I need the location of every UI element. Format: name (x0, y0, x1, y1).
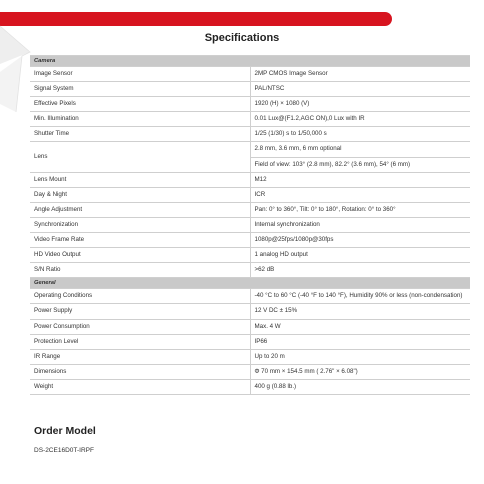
spec-value: Pan: 0° to 360°, Tilt: 0° to 180°, Rotation: 0° to 360° (250, 202, 470, 217)
spec-row (30, 364, 470, 379)
specifications-table (30, 55, 470, 395)
spec-label: Image Sensor (30, 67, 250, 82)
spec-label: Day & Night (30, 187, 250, 202)
brand-header-bar (0, 12, 392, 26)
spec-value: Internal synchronization (250, 217, 470, 232)
spec-row (30, 263, 470, 278)
spec-label: Shutter Time (30, 127, 250, 142)
spec-row (30, 142, 470, 157)
spec-value: Φ 70 mm × 154.5 mm ( 2.76" × 6.08") (250, 364, 470, 379)
spec-value: 2MP CMOS Image Sensor (250, 67, 470, 82)
spec-label: Weight (30, 379, 250, 394)
spec-row (30, 304, 470, 319)
spec-row (30, 202, 470, 217)
spec-value: 400 g (0.88 lb.) (250, 379, 470, 394)
spec-label: Signal System (30, 82, 250, 97)
section-title: General (30, 278, 470, 289)
spec-label: Effective Pixels (30, 97, 250, 112)
spec-value: -40 °C to 60 °C (-40 °F to 140 °F), Humidity 90% or less (non-condensation) (250, 289, 470, 304)
spec-row (30, 248, 470, 263)
spec-row (30, 334, 470, 349)
spec-value: 0.01 Lux@(F1.2,AGC ON),0 Lux with IR (250, 112, 470, 127)
spec-value: PAL/NTSC (250, 82, 470, 97)
spec-label: Power Consumption (30, 319, 250, 334)
spec-row (30, 172, 470, 187)
spec-row (30, 289, 470, 304)
order-model-number: DS-2CE16D0T-IRPF (34, 447, 94, 454)
spec-value: 1/25 (1/30) s to 1/50,000 s (250, 127, 470, 142)
spec-label: IR Range (30, 349, 250, 364)
spec-label: Dimensions (30, 364, 250, 379)
spec-value: 2.8 mm, 3.6 mm, 6 mm optional (250, 142, 470, 157)
spec-row (30, 67, 470, 82)
spec-row (30, 233, 470, 248)
spec-label: Min. Illumination (30, 112, 250, 127)
page-title: Specifications (204, 32, 280, 44)
spec-value: M12 (250, 172, 470, 187)
spec-value: 1080p@25fps/1080p@30fps (250, 233, 470, 248)
spec-value: 1 analog HD output (250, 248, 470, 263)
spec-label: Angle Adjustment (30, 202, 250, 217)
spec-value: ICR (250, 187, 470, 202)
section-header-camera (30, 56, 470, 67)
spec-row (30, 127, 470, 142)
spec-row (30, 349, 470, 364)
spec-value: 1920 (H) × 1080 (V) (250, 97, 470, 112)
spec-value: Max. 4 W (250, 319, 470, 334)
spec-value: Up to 20 m (250, 349, 470, 364)
spec-row (30, 112, 470, 127)
spec-row (30, 187, 470, 202)
spec-label: Power Supply (30, 304, 250, 319)
spec-row (30, 82, 470, 97)
spec-value: 12 V DC ± 15% (250, 304, 470, 319)
order-model-heading: Order Model (34, 425, 96, 437)
spec-row (30, 379, 470, 394)
spec-row (30, 97, 470, 112)
spec-label: Synchronization (30, 217, 250, 232)
spec-value: >62 dB (250, 263, 470, 278)
spec-label: Video Frame Rate (30, 233, 250, 248)
spec-label: Lens (30, 142, 250, 172)
section-header-general (30, 278, 470, 289)
spec-value: Field of view: 103° (2.8 mm), 82.2° (3.6 mm), 54° (6 mm) (250, 157, 470, 172)
spec-label: Protection Level (30, 334, 250, 349)
spec-row (30, 319, 470, 334)
section-title: Camera (30, 56, 470, 67)
spec-label: HD Video Output (30, 248, 250, 263)
spec-label: Operating Conditions (30, 289, 250, 304)
spec-value: IP66 (250, 334, 470, 349)
spec-label: Lens Mount (30, 172, 250, 187)
spec-label: S/N Ratio (30, 263, 250, 278)
brand-decoration-graphic (0, 12, 34, 122)
spec-row (30, 217, 470, 232)
